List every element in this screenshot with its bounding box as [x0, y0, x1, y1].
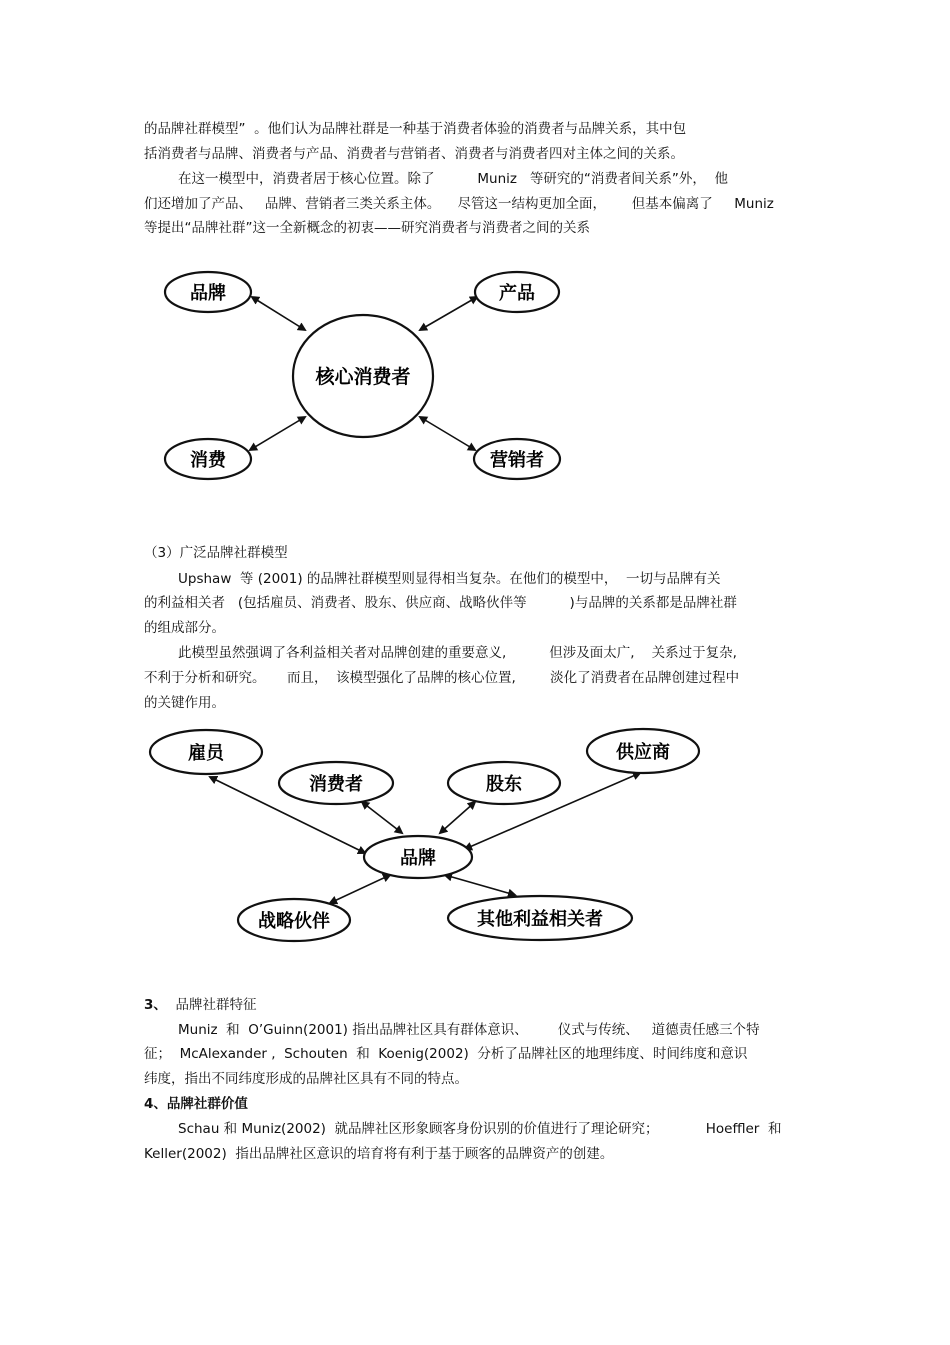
para1-line2: 括消费者与品牌、消费者与产品、消费者与营销者、消费者与消费者四对主体之间的关系。: [144, 146, 684, 162]
features-line2: 征； McAlexander , Schouten 和 Koenig(2002) 分析了品牌社区的地理纬度、时间纬度和意识: [144, 1046, 748, 1062]
section3-p1-line1: Upshaw 等 (2001) 的品牌社群模型则显得相当复杂。在他们的模型中， 一切与品牌有关: [178, 571, 721, 587]
stakeholder-diagram: [140, 725, 710, 950]
section3-p1-line2: 的利益相关者 (包括雇员、消费者、股东、供应商、战略伙伴等 )与品牌的关系都是品牌社群: [144, 595, 737, 611]
value-heading: 4、品牌社群价值: [144, 1096, 248, 1112]
arrow-product-core: [420, 297, 477, 330]
brand-label: 品牌: [190, 283, 226, 304]
para1-line1: 的品牌社群模型” 。他们认为品牌社群是一种基于消费者体验的消费者与品牌关系，其中包: [144, 121, 687, 137]
arrow-consume-core: [250, 417, 305, 450]
consumer-core-diagram: [150, 255, 580, 495]
features-line1: Muniz 和 O’Guinn(2001) 指出品牌社区具有群体意识、 仪式与传统、 道德责任感三个特: [178, 1022, 760, 1038]
others-label: 其他利益相关者: [477, 909, 603, 930]
para2-line3: 等提出“品牌社群”这一全新概念的初衷——研究消费者与消费者之间的关系: [144, 220, 590, 236]
shareholder-label: 股东: [486, 774, 522, 795]
features-heading: [144, 996, 257, 1014]
marketer-label: 营销者: [490, 450, 544, 471]
para2-line1: 在这一模型中，消费者居于核心位置。除了 Muniz 等研究的“消费者间关系”外， 他: [178, 171, 728, 187]
product-label: 产品: [499, 283, 535, 304]
features-title: 品牌社群特征: [166, 997, 257, 1013]
features-number: 3、: [144, 997, 167, 1013]
arrow-shareholder-brand: [440, 802, 475, 833]
employee-label: 雇员: [188, 743, 224, 764]
consumer-label: 消费者: [309, 774, 363, 795]
section3-p2-line2: 不利于分析和研究。 而且， 该模型强化了品牌的核心位置, 淡化了消费者在品牌创建过程中: [144, 670, 740, 686]
section3-heading: （3）广泛品牌社群模型: [144, 545, 288, 561]
value-line2: Keller(2002) 指出品牌社区意识的培育将有利于基于顾客的品牌资产的创建。: [144, 1146, 614, 1162]
brand-center-label: 品牌: [400, 848, 436, 869]
core-consumer-label: 核心消费者: [315, 366, 411, 388]
section3-p2-line3: 的关键作用。: [144, 695, 225, 711]
section3-p2-line1: 此模型虽然强调了各利益相关者对品牌创建的重要意义, 但涉及面太广, 关系过于复杂,: [178, 645, 737, 661]
arrow-others-brand: [445, 875, 515, 895]
arrow-partner-brand: [330, 875, 390, 903]
partner-label: 战略伙伴: [258, 911, 330, 932]
value-line1: Schau 和 Muniz(2002) 就品牌社区形象顾客身份识别的价值进行了理论研究； Hoeffler 和: [178, 1121, 782, 1137]
consume-label: 消费: [190, 450, 226, 471]
supplier-label: 供应商: [616, 742, 670, 763]
arrow-marketer-core: [420, 417, 475, 450]
arrow-brand-core: [252, 297, 305, 330]
section3-p1-line3: 的组成部分。: [144, 620, 225, 636]
features-line3: 纬度，指出不同纬度形成的品牌社区具有不同的特点。: [144, 1071, 468, 1087]
para2-line2: 们还增加了产品、 品牌、营销者三类关系主体。 尽管这一结构更加全面， 但基本偏离了 Muniz: [144, 196, 774, 212]
arrow-consumer-brand: [362, 802, 402, 833]
